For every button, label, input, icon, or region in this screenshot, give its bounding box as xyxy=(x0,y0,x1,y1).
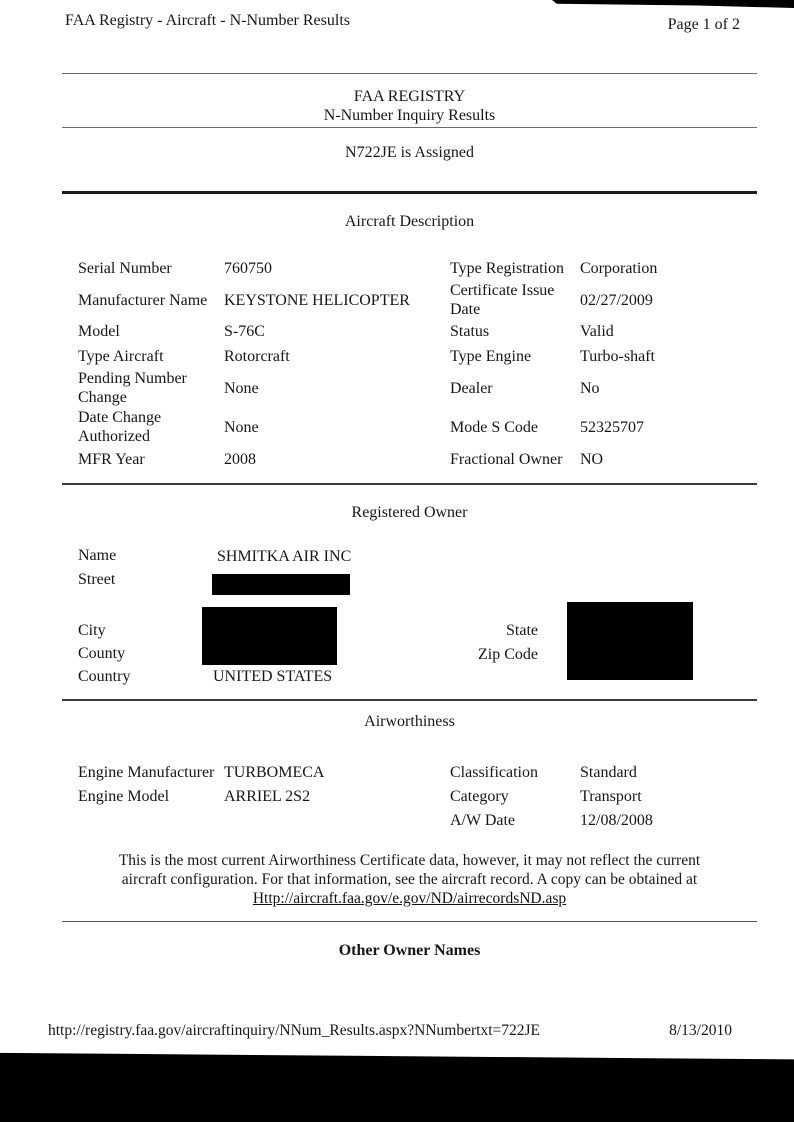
field-value: None xyxy=(224,379,259,397)
field-value: UNITED STATES xyxy=(213,668,333,685)
field-label: Certificate Issue Date xyxy=(450,282,555,318)
field-label: Name xyxy=(78,547,117,564)
field-label: Engine Model xyxy=(78,787,170,805)
field-label: Engine Manufacturer xyxy=(78,763,215,781)
scan-artifact-top-edge xyxy=(552,0,794,10)
redaction-box-street xyxy=(212,574,350,595)
redaction-box-state-zip xyxy=(567,602,693,680)
divider xyxy=(62,127,757,128)
redaction-box-city-county xyxy=(202,607,337,665)
field-label: Street xyxy=(78,571,116,588)
field-label: Zip Code xyxy=(478,646,538,663)
field-label: City xyxy=(78,622,106,639)
assignment-status: N722JE is Assigned xyxy=(345,144,474,161)
registry-subtitle: N-Number Inquiry Results xyxy=(323,107,496,124)
field-value: ARRIEL 2S2 xyxy=(224,787,311,805)
field-label: Type Aircraft xyxy=(78,348,164,365)
field-label: Category xyxy=(450,787,509,805)
divider xyxy=(62,73,757,74)
field-label: Type Engine xyxy=(450,348,532,365)
divider xyxy=(62,483,757,485)
field-value: Turbo-shaft xyxy=(580,348,655,365)
field-value: Standard xyxy=(580,763,637,781)
field-value: SHMITKA AIR INC xyxy=(217,548,352,565)
field-label: Type Registration xyxy=(450,260,564,277)
field-label: Mode S Code xyxy=(450,418,538,436)
airworthiness-note-link-row xyxy=(62,889,757,908)
field-label xyxy=(78,808,224,832)
field-value: Corporation xyxy=(580,260,658,277)
airworthiness-note-line2: aircraft configuration. For that information, see the aircraft record. A copy can be obtained at xyxy=(121,871,698,888)
field-label: Manufacturer Name xyxy=(78,291,208,309)
field-label: Status xyxy=(450,323,490,340)
section-title-aircraft-description: Aircraft Description xyxy=(344,213,475,230)
field-value: Valid xyxy=(580,323,614,340)
registry-title: FAA REGISTRY xyxy=(353,88,466,105)
field-label: Date Change Authorized xyxy=(78,409,162,445)
field-label: State xyxy=(506,622,538,639)
footer-date: 8/13/2010 xyxy=(669,1022,732,1039)
page-header-title: FAA Registry - Aircraft - N-Number Results xyxy=(65,12,350,29)
divider xyxy=(62,699,757,701)
field-value: S-76C xyxy=(224,323,265,340)
divider xyxy=(62,921,757,922)
field-label: County xyxy=(78,645,126,662)
field-value: None xyxy=(224,418,259,436)
field-value: 2008 xyxy=(224,451,256,468)
footer-url: http://registry.faa.gov/aircraftinquiry/NNum_Results.aspx?NNumbertxt=722JE xyxy=(48,1022,541,1039)
field-label: A/W Date xyxy=(450,811,516,829)
airworthiness-note-line1: This is the most current Airworthiness Certificate data, however, it may not reflect the current xyxy=(118,852,701,869)
field-label: Fractional Owner xyxy=(450,451,563,468)
field-value: 760750 xyxy=(224,260,272,277)
field-value: No xyxy=(580,379,600,397)
field-value: TURBOMECA xyxy=(224,763,325,781)
field-label: Country xyxy=(78,668,131,685)
field-value: 12/08/2008 xyxy=(580,811,653,829)
field-label: MFR Year xyxy=(78,451,145,468)
scan-artifact-bottom-edge xyxy=(0,1050,794,1122)
field-label: Serial Number xyxy=(78,260,172,277)
field-label: Dealer xyxy=(450,379,493,397)
section-title-registered-owner: Registered Owner xyxy=(351,504,468,521)
airworthiness-table xyxy=(78,760,738,832)
field-value: Transport xyxy=(580,787,642,805)
divider xyxy=(62,191,757,194)
section-title-other-owner-names: Other Owner Names xyxy=(338,942,481,959)
aircraft-description-table xyxy=(78,256,738,472)
page-number: Page 1 of 2 xyxy=(667,16,740,33)
field-value: NO xyxy=(580,451,604,468)
field-value: 52325707 xyxy=(580,418,644,436)
field-label: Pending Number Change xyxy=(78,370,187,406)
field-value: KEYSTONE HELICOPTER xyxy=(224,291,410,309)
field-label: Classification xyxy=(450,763,538,781)
aircraft-records-link[interactable]: Http://aircraft.faa.gov/e.gov/ND/airrecordsND.asp xyxy=(252,890,567,907)
field-value: Rotorcraft xyxy=(224,348,290,365)
field-value: 02/27/2009 xyxy=(580,291,653,309)
section-title-airworthiness: Airworthiness xyxy=(364,713,455,730)
field-value xyxy=(224,808,450,832)
field-label: Model xyxy=(78,323,120,340)
